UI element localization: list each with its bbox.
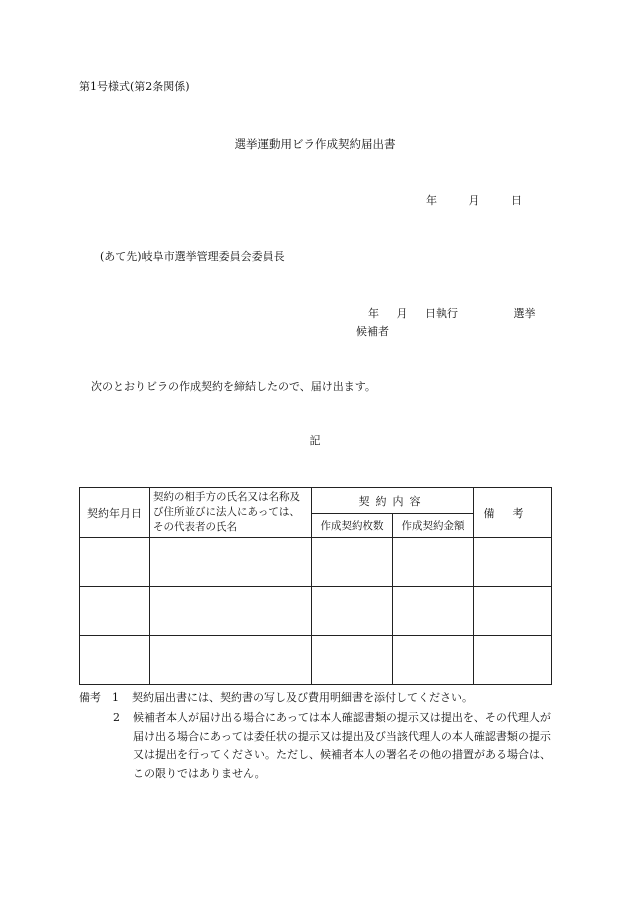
note-1: 契約届出書には、契約書の写し及び費用明細書を添付してください。 xyxy=(132,691,473,704)
cell-party[interactable] xyxy=(150,538,312,587)
cell-party[interactable] xyxy=(150,587,312,636)
election-year: 年 xyxy=(368,307,379,320)
body-text: 次のとおりビラの作成契約を締結したので、届け出ます。 xyxy=(91,380,376,393)
election-info xyxy=(368,307,544,320)
col-remarks: 備考 xyxy=(474,488,552,538)
table-row xyxy=(80,538,552,587)
cell-remark[interactable] xyxy=(474,636,552,685)
ki-label: 記 xyxy=(309,434,321,447)
cell-count[interactable] xyxy=(312,636,393,685)
col-contract-content: 契約内容 xyxy=(312,488,474,514)
contract-table xyxy=(79,487,552,685)
cell-amount[interactable] xyxy=(393,636,474,685)
cell-remark[interactable] xyxy=(474,587,552,636)
date-month: 月 xyxy=(468,194,480,207)
candidate-label: 候補者 xyxy=(356,325,389,338)
col-contract-date: 契約年月日 xyxy=(80,488,150,538)
cell-date[interactable] xyxy=(80,538,150,587)
election-month: 月 xyxy=(396,307,408,320)
cell-date[interactable] xyxy=(80,636,150,685)
note-number: 1 xyxy=(112,691,119,704)
date-day: 日 xyxy=(511,194,522,207)
election-executed: 日執行 xyxy=(425,307,458,320)
table-row xyxy=(80,636,552,685)
date-year: 年 xyxy=(426,194,437,207)
col-contract-count: 作成契約枚数 xyxy=(312,514,393,538)
cell-amount[interactable] xyxy=(393,587,474,636)
election-name: 選挙 xyxy=(513,307,536,320)
cell-count[interactable] xyxy=(312,587,393,636)
note-2-block xyxy=(113,709,553,783)
col-contract-party: 契約の相手方の氏名又は名称及び住所並びに法人にあっては、その代表者の氏名 xyxy=(150,488,312,538)
addressee: (あて先)岐阜市選挙管理委員会委員長 xyxy=(100,250,285,263)
cell-count[interactable] xyxy=(312,538,393,587)
cell-amount[interactable] xyxy=(393,538,474,587)
note-2: 候補者本人が届け出る場合にあっては本人確認書類の提示又は提出を、その代理人が届け出る場合にあっては委任状の提示又は提出及び当該代理人の本人確認書類の提示又は提出を行ってください。ただし、候補者本人の署名その他の措置がある場合は、この限りではありません。 xyxy=(133,711,551,780)
cell-party[interactable] xyxy=(150,636,312,685)
table-row xyxy=(80,587,552,636)
cell-remark[interactable] xyxy=(474,538,552,587)
form-number: 第1号様式(第2条関係) xyxy=(79,80,190,93)
document-title: 選挙運動用ビラ作成契約届出書 xyxy=(234,137,396,151)
col-contract-amount: 作成契約金額 xyxy=(393,514,474,538)
notes-label: 備考 xyxy=(79,691,101,704)
notes-section xyxy=(79,689,473,707)
note-number: 2 xyxy=(113,711,120,724)
cell-date[interactable] xyxy=(80,587,150,636)
submission-date xyxy=(406,194,522,207)
